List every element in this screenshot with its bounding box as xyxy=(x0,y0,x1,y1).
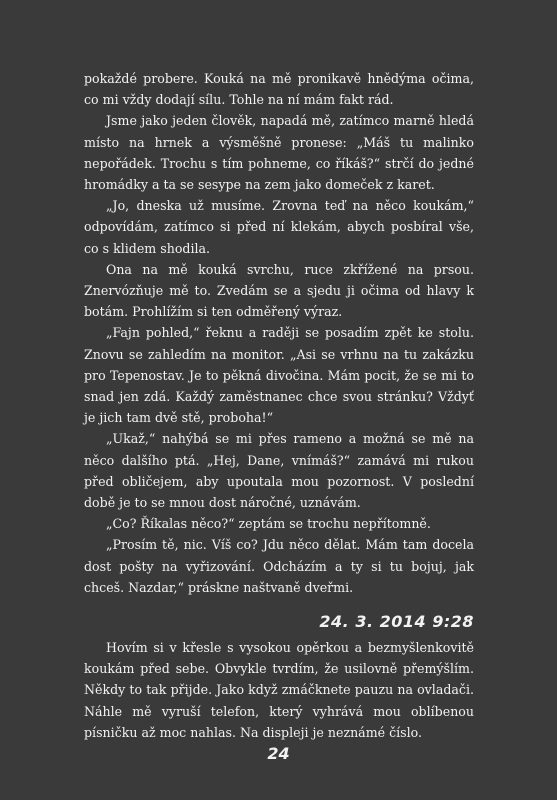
page-number: 24 xyxy=(267,744,290,763)
paragraph: Jsme jako jeden člověk, napadá mě, zatímco marně hledá místo na hrnek a výsměšně pronese: „Máš tu malinko nepořádek. Trochu s tím pohneme, co říkáš?“ strčí do jedné hromádky a ta se sesype na zem jako domeček z karet. xyxy=(84,113,474,193)
paragraph: „Jo, dneska už musíme. Zrovna teď na něco koukám,“ odpovídám, zatímco si před ní klekám, abych posbíral vše, co s klidem shodila. xyxy=(84,198,474,256)
paragraph: Hovím si v křesle s vysokou opěrkou a bezmyšlenkovitě koukám před sebe. Obvykle tvrdím, že usilovně přemýšlím. Někdy to tak přijde. Jako když zmáčknete pauzu na ovladači. Náhle mě vyruší telefon, který vyhrává mou oblíbenou písničku až moc nahlas. Na displeji je neznámé číslo. xyxy=(84,640,474,740)
paragraph: „Ukaž,“ nahýbá se mi přes rameno a možná se mě na něco dalšího ptá. „Hej, Dane, vnímáš?“ zamává mi rukou před obličejem, aby upoutala mou pozornost. V poslední době je to se mnou dost náročné, uznávám. xyxy=(84,431,474,511)
date-time-heading: 24. 3. 2014 9:28 xyxy=(319,612,474,632)
paragraph: Ona na mě kouká svrchu, ruce zkřížené na prsou. Znervózňuje mě to. Zvedám se a sjedu ji očima od hlavy k botám. Prohlížím si ten odměřený výraz. xyxy=(84,261,474,320)
paragraph-continuation: pokaždé probere. Kouká na mě pronikavě hnědýma očima, co mi vždy dodají sílu. Tohle na ní mám fakt rád. xyxy=(84,71,474,108)
paragraph: „Prosím tě, nic. Víš co? Jdu něco dělat. Mám tam docela dost pošty na vyřizování. Odcházím a ty si tu bojuj, jak chceš. Nazdar,“ práskne naštvaně dveřmi. xyxy=(84,537,474,595)
page-body xyxy=(84,68,474,743)
paragraph: „Fajn pohled,“ řeknu a raději se posadím zpět ke stolu. Znovu se zahledím na monitor. „Asi se vrhnu na tu zakázku pro Tepenostav. Je to pěkná divočina. Mám pocit, že se mi to snad jen zdá. Každý zaměstnanec chce svou stránku? Vždyť je jich tam dvě stě, proboha!“ xyxy=(84,325,474,426)
paragraph: „Co? Říkalas něco?“ zeptám se trochu nepřítomně. xyxy=(106,516,431,532)
